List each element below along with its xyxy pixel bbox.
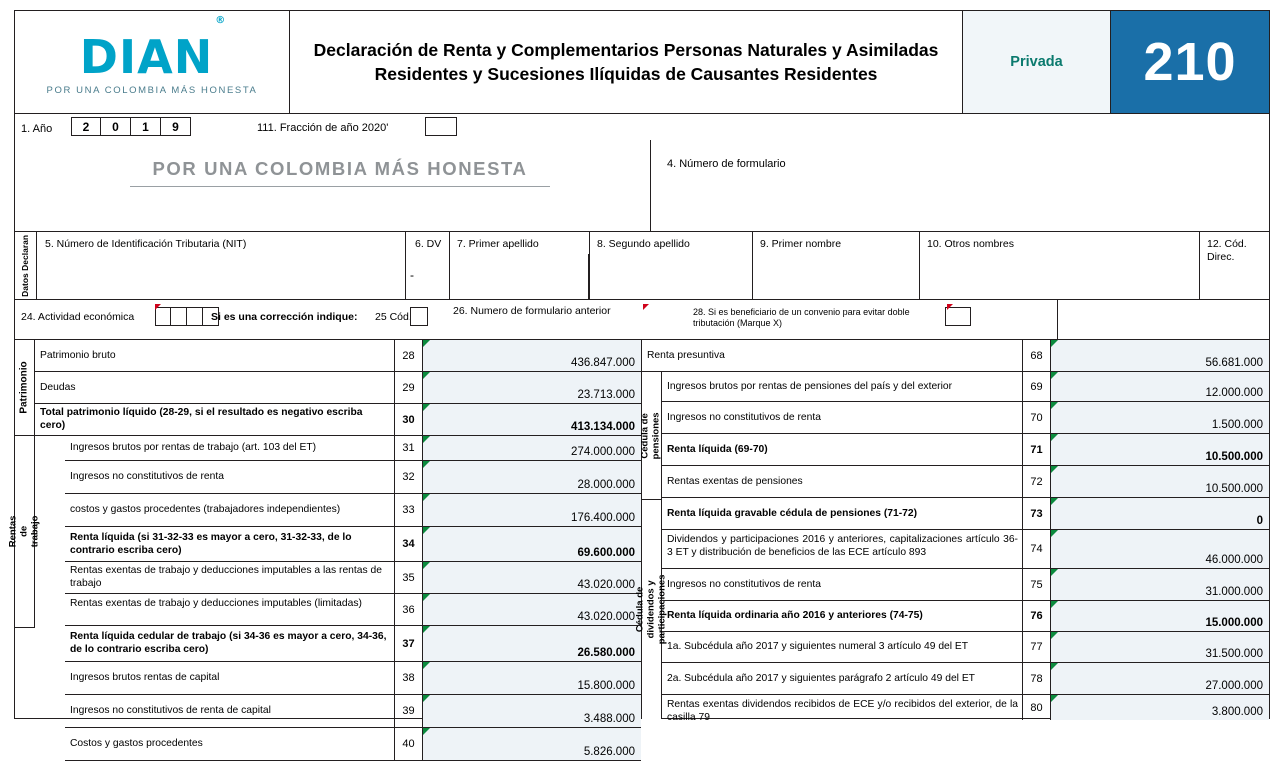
row-value-text: 56.681.000 [1205,357,1263,369]
row-number: 30 [395,404,423,435]
row-value-text: 3.800.000 [1211,706,1263,718]
year-label: 1. Año [21,123,53,135]
row-label: Ingresos no constitutivos de renta de capital [65,695,395,727]
row-value[interactable] [1051,372,1269,401]
numero-formulario-label: 4. Número de formulario [667,158,786,170]
year-band [14,114,1270,232]
row-label: 2a. Subcédula año 2017 y siguientes parágrafo 2 artículo 49 del ET [662,663,1023,694]
actividad-code-box-2[interactable] [171,307,187,326]
green-marker-icon [423,728,430,735]
row-value[interactable] [423,662,641,694]
row-value[interactable] [1051,498,1269,529]
green-marker-icon [423,404,430,411]
row-label: Rentas exentas de pensiones [662,466,1023,497]
green-marker-icon [423,461,430,468]
table-row[interactable] [662,434,1269,466]
table-row[interactable] [35,372,641,404]
green-marker-icon [423,340,430,347]
row-value-text: 27.000.000 [1205,680,1263,692]
actividad-code-box-3[interactable] [187,307,203,326]
green-marker-icon [1051,434,1058,441]
row-label: Renta presuntiva [642,340,1023,371]
green-marker-icon [423,662,430,669]
row-label [662,695,1023,723]
table-row[interactable] [662,695,1269,723]
watermark-rule [130,186,550,187]
green-marker-icon [423,594,430,601]
row-value[interactable] [1051,601,1269,631]
green-marker-icon [423,372,430,379]
table-row[interactable] [662,466,1269,498]
divider-dv-apellido [449,232,450,300]
row-number: 78 [1023,663,1051,694]
row-number: 74 [1023,530,1051,568]
table-row[interactable] [65,461,641,494]
row-value[interactable] [423,695,641,727]
row-value[interactable] [1051,402,1269,433]
dividendos-tab-label: Cédula de dividendos y participaciones [634,574,667,645]
row-label: Deudas [35,372,395,403]
row-value-text: 176.400.000 [571,512,635,524]
row-number: 36 [395,594,423,625]
table-row[interactable] [65,626,641,662]
watermark-text: POR UNA COLOMBIA MÁS HONESTA [152,158,528,179]
green-marker-icon [423,695,430,702]
pensiones-tab-label: Cédula de pensiones [639,411,662,459]
main-table [7,340,1270,758]
dian-logo-tagline: POR UNA COLOMBIA MÁS HONESTA [46,85,258,96]
row-value[interactable] [1051,530,1269,568]
green-marker-icon [1051,530,1058,537]
dv-label: 6. DV [415,238,442,250]
row-label [65,594,395,625]
divider-apellidos [589,232,590,300]
green-marker-icon [1051,498,1058,505]
row-value[interactable] [1051,466,1269,497]
year-digit-3[interactable]: 9 [161,117,191,136]
table-row[interactable] [662,402,1269,434]
row-label: Costos y gastos procedentes [65,728,395,760]
green-marker-icon [423,562,430,569]
right-column [634,340,1269,723]
row-value-text: 23.713.000 [577,389,635,401]
row-number: 73 [1023,498,1051,529]
row-value[interactable] [423,527,641,561]
row-value-text: 10.500.000 [1205,483,1263,495]
row-number: 32 [395,461,423,493]
convenio-red-marker-icon [947,304,953,310]
page-title: Declaración de Renta y Complementarios Personas Naturales y Asimiladas Residentes y Sucesiones Ilíquidas de Causantes Residentes [313,39,939,84]
datos-declarante-band [14,232,1270,300]
row-label: Ingresos no constitutivos de renta [65,461,395,493]
row-value-text: 15.800.000 [577,680,635,692]
table-row[interactable] [65,562,641,594]
row-value-text: 69.600.000 [577,547,635,559]
patrimonio-tab [15,340,35,436]
row-label [662,530,1023,568]
rentas-trabajo-tab-label: Rentas de trabajo [7,515,40,548]
divider-inner-a [588,254,589,300]
row-number: 34 [395,527,423,561]
table-row[interactable] [65,728,641,761]
green-marker-icon [1051,601,1058,608]
table-row[interactable] [65,695,641,728]
dividendos-tab [634,500,667,719]
row-value[interactable] [423,436,641,460]
row-label: Ingresos brutos por rentas de pensiones del país y del exterior [662,372,1023,401]
row-value-text: 26.580.000 [577,647,635,659]
row-value-text: 15.000.000 [1205,617,1263,629]
divider-actividad-right [1057,300,1058,340]
row-value-text: 43.020.000 [577,611,635,623]
row-label: Renta líquida (69-70) [662,434,1023,465]
table-row[interactable] [35,340,641,372]
row-number: 35 [395,562,423,593]
row-value[interactable] [1051,695,1269,720]
table-row[interactable] [662,663,1269,695]
form-header [14,10,1270,114]
table-row[interactable] [662,530,1269,569]
actividad-band [14,300,1270,340]
row-number: 40 [395,728,423,760]
row-label-text: Rentas exentas de trabajo y deducciones imputables (limitadas) [70,598,362,609]
row-label: Ingresos brutos rentas de capital [65,662,395,694]
row-value[interactable] [1051,434,1269,465]
green-marker-icon [423,527,430,534]
cod-input[interactable] [410,307,428,326]
green-marker-icon [1051,466,1058,473]
table-row[interactable] [65,436,641,461]
row-number: 71 [1023,434,1051,465]
formulario-anterior-red-marker-icon [643,304,649,310]
cod-direc-label: 12. Cód. Direc. [1207,238,1247,263]
table-row[interactable] [662,372,1269,402]
row-value-text: 5.826.000 [583,746,635,758]
green-marker-icon [423,436,430,443]
row-number: 77 [1023,632,1051,662]
green-marker-icon [1051,340,1058,347]
table-row[interactable] [65,662,641,695]
nit-label: 5. Número de Identificación Tributaria (NIT) [45,238,247,250]
divider-vertical-year [650,140,651,232]
left-column [7,340,642,758]
row-number: 72 [1023,466,1051,497]
actividad-code-boxes[interactable] [155,307,219,326]
table-row[interactable] [662,632,1269,663]
table-row[interactable] [35,404,641,436]
row-number: 39 [395,695,423,727]
row-value[interactable] [423,626,641,661]
table-row[interactable] [662,601,1269,632]
form-number-badge: 210 [1111,11,1269,113]
row-value[interactable] [423,594,641,625]
rentas-trabajo-tab [7,436,40,628]
actividad-label: 24. Actividad económica [21,311,135,323]
row-value-text: 31.500.000 [1205,648,1263,660]
dian-logo [15,11,290,113]
row-number: 31 [395,436,423,460]
year-digit-0[interactable]: 2 [71,117,101,136]
row-number: 69 [1023,372,1051,401]
dian-logo-word: DIAN [79,30,214,84]
row-value-text: 31.000.000 [1205,586,1263,598]
row-number: 68 [1023,340,1051,371]
year-digit-boxes[interactable] [71,117,191,136]
row-label: Ingresos brutos por rentas de trabajo (art. 103 del ET) [65,436,395,460]
row-value-text: 10.500.000 [1205,451,1263,463]
row-label: Renta líquida cedular de trabajo (si 34-36 es mayor a cero, 34-36, de lo contrario escriba cero) [65,626,395,661]
divider-nombres [919,232,920,300]
green-marker-icon [1051,663,1058,670]
datos-declarante-tab [15,232,37,299]
row-value-text: 413.134.000 [571,421,635,433]
fraccion-label: 111. Fracción de año 2020' [257,122,389,134]
table-row[interactable] [65,527,641,562]
row-value[interactable] [423,494,641,526]
patrimonio-tab-label: Patrimonio [19,361,31,414]
row-number: 28 [395,340,423,371]
row-label: Renta líquida gravable cédula de pensiones (71-72) [662,498,1023,529]
green-marker-icon [1051,402,1058,409]
row-number: 80 [1023,695,1051,720]
green-marker-icon [1051,695,1058,702]
divider-apellido-nombre [752,232,753,300]
fraccion-input[interactable] [425,117,457,136]
row-value[interactable] [423,372,641,403]
row-label: Renta líquida (si 31-32-33 es mayor a cero, 31-32-33, de lo contrario escriba cero) [65,527,395,561]
row-value[interactable] [423,562,641,593]
convenio-label: 28. Si es beneficiario de un convenio para evitar doble tributación (Marque X) [693,307,910,328]
row-value-text: 0 [1256,515,1263,527]
formulario-anterior-label: 26. Numero de formulario anterior [453,305,611,317]
table-row[interactable] [662,569,1269,601]
row-value-text: 3.488.000 [583,713,635,725]
row-value-text: 1.500.000 [1211,419,1263,431]
row-value-text: 46.000.000 [1205,554,1263,566]
pensiones-tab [639,372,662,500]
green-marker-icon [1051,632,1058,639]
row-value[interactable] [423,404,641,435]
row-label: Total patrimonio líquido (28-29, si el resultado es negativo escriba cero) [35,404,395,435]
row-value-text: 274.000.000 [571,446,635,458]
segundo-apellido-label: 8. Segundo apellido [597,238,690,250]
row-label: Ingresos no constitutivos de renta [662,569,1023,600]
form-title-cell [290,11,963,113]
year-digit-2[interactable]: 1 [131,117,161,136]
row-value[interactable] [1051,632,1269,662]
row-value[interactable] [423,340,641,371]
row-value[interactable] [1051,663,1269,694]
row-value-text: 43.020.000 [577,579,635,591]
row-value[interactable] [1051,569,1269,600]
row-value-text: 12.000.000 [1205,387,1263,399]
year-digit-1[interactable]: 0 [101,117,131,136]
primer-nombre-label: 9. Primer nombre [760,238,842,250]
row-number: 33 [395,494,423,526]
row-value[interactable] [423,461,641,493]
table-row[interactable] [642,340,1269,372]
row-value[interactable] [1051,340,1269,371]
row-number: 70 [1023,402,1051,433]
row-label-text: Rentas exentas dividendos recibidos de ECE y/o recibidos del exterior, de la casilla 79 [667,699,1018,723]
row-number: 37 [395,626,423,661]
row-label: Patrimonio bruto [35,340,395,371]
actividad-red-marker-icon [155,304,161,310]
row-value[interactable] [423,728,641,760]
row-label: Renta líquida ordinaria año 2016 y anteriores (74-75) [662,601,1023,631]
divider-nit-dv [405,232,406,300]
row-label: Ingresos no constitutivos de renta [662,402,1023,433]
row-label: costos y gastos procedentes (trabajadores independientes) [65,494,395,526]
row-label: 1a. Subcédula año 2017 y siguientes numeral 3 artículo 49 del ET [662,632,1023,662]
primer-apellido-label: 7. Primer apellido [457,238,539,250]
nit-dv-dash: - [410,268,414,282]
row-number: 76 [1023,601,1051,631]
green-marker-icon [1051,372,1058,379]
divider-cod-direc [1199,232,1200,300]
row-number: 38 [395,662,423,694]
green-marker-icon [1051,569,1058,576]
table-row[interactable] [65,494,641,527]
green-marker-icon [423,626,430,633]
table-row[interactable] [662,498,1269,530]
row-label: Rentas exentas de trabajo y deducciones imputables a las rentas de trabajo [65,562,395,593]
row-number: 29 [395,372,423,403]
row-label-text: Dividendos y participaciones 2016 y anteriores, capitalizaciones artículo 36-3 ET y distribución de beneficios de las ECE artículo 893 [667,534,1018,558]
privada-badge: Privada [963,11,1111,113]
cod-label: 25 Cód. [375,311,412,323]
row-value-text: 436.847.000 [571,357,635,369]
dian-logo-registered: ® [215,15,227,26]
correccion-label: Si es una corrección indique: [211,311,358,323]
row-number: 75 [1023,569,1051,600]
green-marker-icon [423,494,430,501]
row-value-text: 28.000.000 [577,479,635,491]
datos-declarante-tab-label: Datos Declaran [19,234,30,297]
dian-logo-text [79,15,227,84]
table-row[interactable] [65,594,641,626]
otros-nombres-label: 10. Otros nombres [927,238,1014,250]
